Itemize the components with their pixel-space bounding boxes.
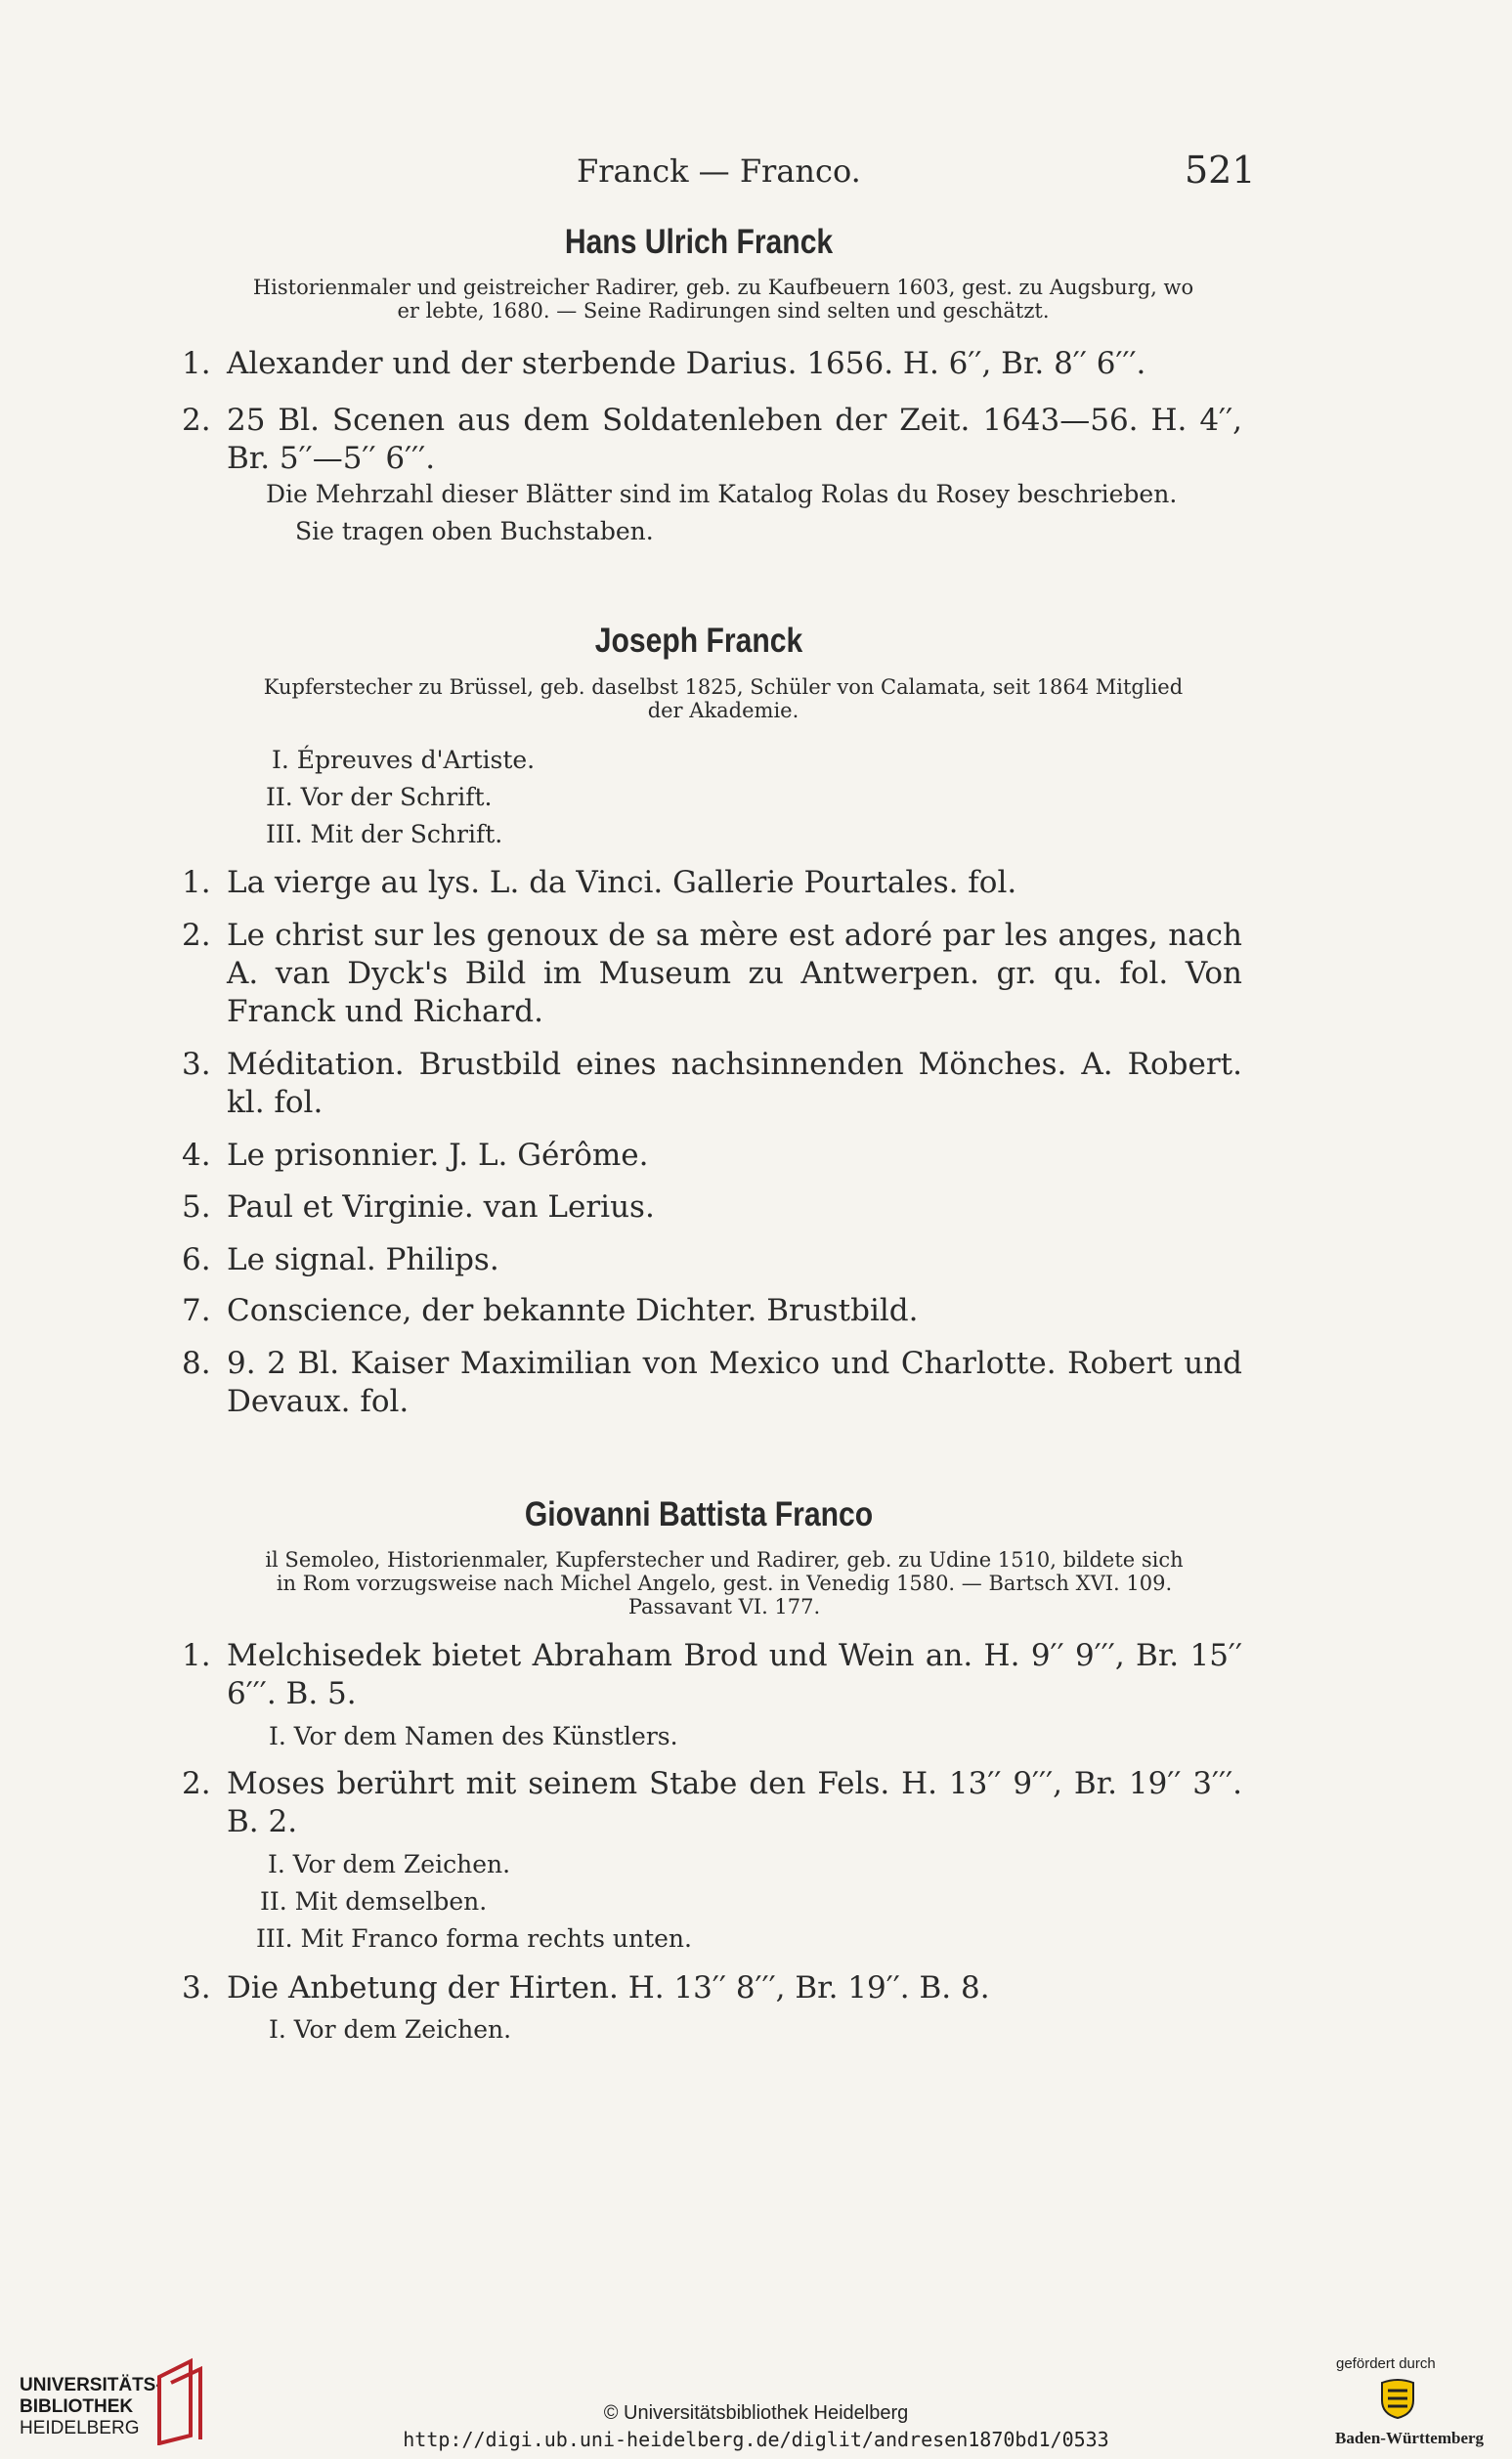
list-item: [182, 864, 1242, 902]
item-number: 7.: [182, 1293, 211, 1328]
coat-of-arms-icon: [1378, 2377, 1417, 2420]
list-item: [182, 1969, 1242, 2007]
funded-by-label: gefördert durch: [1336, 2355, 1436, 2372]
source-url[interactable]: http://digi.ub.uni-heidelberg.de/diglit/andresen1870bd1/0533: [403, 2428, 1109, 2451]
item-number: 4.: [182, 1138, 211, 1173]
item-text: Paul et Virginie. van Lerius.: [227, 1189, 655, 1225]
item-number: 5.: [182, 1189, 211, 1225]
item-text: Melchisedek bietet Abraham Brod und Wein an. H. 9′′ 9′′′, Br. 15′′ 6′′′. B. 5.: [227, 1638, 1242, 1711]
list-item: [182, 402, 1242, 478]
item-text: Conscience, der bekannte Dichter. Brustbild.: [227, 1293, 919, 1328]
library-line: HEIDELBERG: [20, 2418, 140, 2438]
section-title: Giovanni Battista Franco: [524, 1495, 874, 1533]
intro-line: il Semoleo, Historienmaler, Kupferstecher und Radirer, geb. zu Udine 1510, bildete sich: [265, 1548, 1184, 1572]
item-text: Die Anbetung der Hirten. H. 13′′ 8′′′, Br. 19′′. B. 8.: [227, 1970, 990, 2006]
state-line: III. Mit der Schrift.: [266, 820, 503, 848]
item-text: Méditation. Brustbild eines nachsinnenden Mönches. A. Robert. kl. fol.: [227, 1047, 1242, 1120]
state-line: I. Vor dem Zeichen.: [269, 2015, 512, 2044]
list-item: [182, 1765, 1242, 1841]
note-line: Die Mehrzahl dieser Blätter sind im Katalog Rolas du Rosey beschrieben.: [266, 480, 1178, 508]
library-line: BIBLIOTHEK: [20, 2396, 134, 2417]
item-number: 1.: [182, 1638, 211, 1673]
item-text: 25 Bl. Scenen aus dem Soldatenleben der Zeit. 1643—56. H. 4′′, Br. 5′′—5′′ 6′′′.: [227, 403, 1242, 476]
item-number: 1.: [182, 865, 211, 900]
section-title: Joseph Franck: [594, 622, 803, 660]
intro-line: Passavant VI. 177.: [627, 1595, 821, 1618]
list-item: [182, 1046, 1242, 1122]
states-list: [256, 1846, 692, 1958]
intro-line: Historienmaler und geistreicher Radirer, geb. zu Kaufbeuern 1603, gest. zu Augsburg, wo: [252, 276, 1194, 299]
states-list: [269, 1718, 678, 1755]
page-number: 521: [1185, 149, 1256, 192]
running-header: Franck — Franco.: [577, 152, 861, 190]
item-number: 1.: [182, 346, 211, 381]
list-item: [182, 1188, 1242, 1227]
intro-line: in Rom vorzugsweise nach Michel Angelo, gest. in Venedig 1580. — Bartsch XVI. 109.: [276, 1572, 1173, 1595]
list-item: [182, 917, 1242, 1031]
library-line: UNIVERSITÄTS-: [20, 2375, 162, 2395]
state-line: I. Vor dem Zeichen.: [268, 1850, 511, 1878]
item-text: Le prisonnier. J. L. Gérôme.: [227, 1138, 649, 1173]
note-line: Sie tragen oben Buchstaben.: [295, 517, 654, 545]
item-number: 2.: [182, 918, 211, 953]
list-item: [182, 1292, 1242, 1330]
funder-name: Baden-Württemberg: [1335, 2429, 1485, 2447]
item-text: 9. 2 Bl. Kaiser Maximilian von Mexico und Charlotte. Robert und Devaux. fol.: [227, 1346, 1242, 1419]
item-number: 2.: [182, 403, 211, 438]
state-line: II. Vor der Schrift.: [266, 783, 493, 811]
state-line: I. Épreuves d'Artiste.: [272, 746, 536, 774]
item-number: 8.: [182, 1346, 211, 1381]
section-intro: [186, 675, 1261, 722]
intro-line: er lebte, 1680. — Seine Radirungen sind selten und geschätzt.: [397, 299, 1050, 323]
item-text: La vierge au lys. L. da Vinci. Gallerie Pourtales. fol.: [227, 865, 1017, 900]
section-note: [266, 476, 1243, 550]
copyright-notice: © Universitätsbibliothek Heidelberg: [603, 2402, 909, 2424]
list-item: [182, 1637, 1242, 1713]
item-number: 3.: [182, 1970, 211, 2006]
list-item: [182, 1137, 1242, 1175]
item-text: Moses berührt mit seinem Stabe den Fels. H. 13′′ 9′′′, Br. 19′′ 3′′′. B. 2.: [227, 1766, 1242, 1839]
state-line: I. Vor dem Namen des Künstlers.: [269, 1722, 678, 1750]
state-line: III. Mit Franco forma rechts unten.: [256, 1924, 692, 1953]
states-list: [266, 742, 535, 853]
section-intro: [182, 1548, 1267, 1618]
intro-line: Kupferstecher zu Brüssel, geb. daselbst 1825, Schüler von Calamata, seit 1864 Mitglied: [263, 675, 1184, 699]
item-text: Alexander und der sterbende Darius. 1656. H. 6′′, Br. 8′′ 6′′′.: [227, 346, 1146, 381]
section-title: Hans Ulrich Franck: [564, 223, 834, 261]
item-text: Le christ sur les genoux de sa mère est adoré par les anges, nach A. van Dyck's Bild im Museum zu Antwerpen. gr. qu. fol. Von Franck und Richard.: [227, 918, 1242, 1029]
item-number: 2.: [182, 1766, 211, 1801]
section-intro: [186, 276, 1261, 323]
list-item: [182, 345, 1242, 383]
item-text: Le signal. Philips.: [227, 1242, 499, 1277]
intro-line: der Akademie.: [647, 699, 799, 722]
states-list: [269, 2011, 511, 2049]
item-number: 3.: [182, 1047, 211, 1082]
state-line: II. Mit demselben.: [260, 1887, 488, 1916]
list-item: [182, 1241, 1242, 1279]
list-item: [182, 1345, 1242, 1421]
item-number: 6.: [182, 1242, 211, 1277]
